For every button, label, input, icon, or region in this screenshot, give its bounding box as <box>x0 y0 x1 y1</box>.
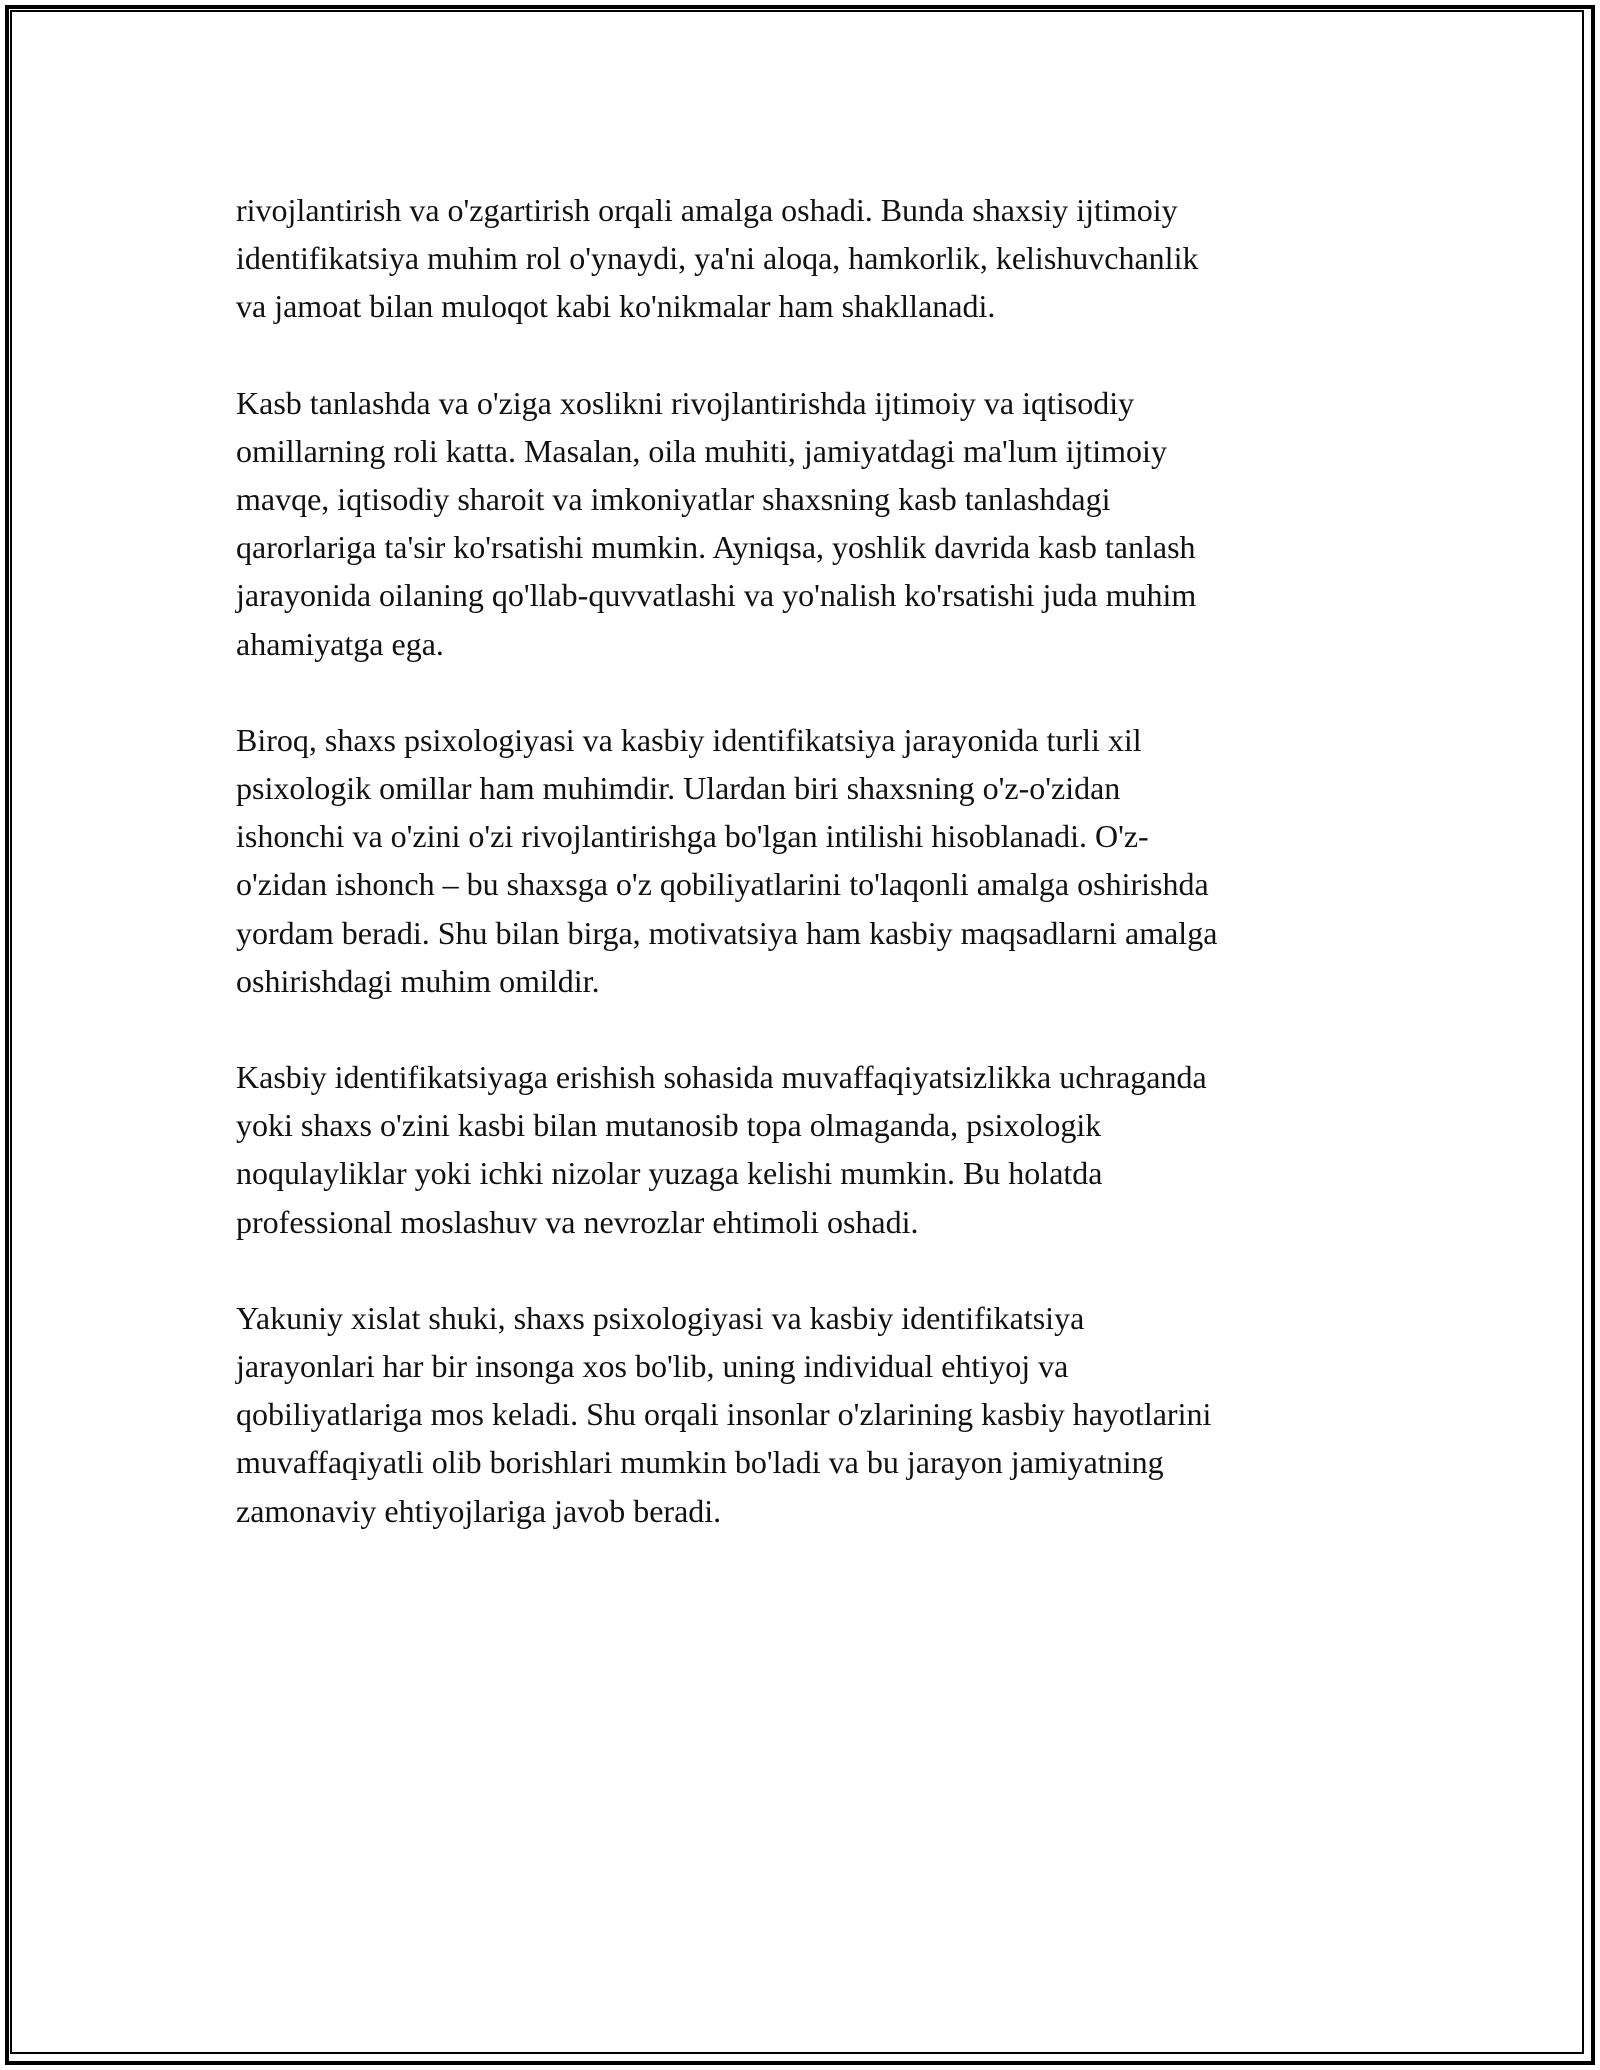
paragraph-3: Biroq, shaxs psixologiyasi va kasbiy identifikatsiya jarayonida turli xil psixologik omillar ham muhimdir. Ulardan biri shaxsning o'z-o'zidan ishonchi va o'zini o'zi rivojlantirishga bo'lgan intilishi hisoblanadi. O'z- o'zidan ishonch – bu shaxsga o'z qobiliyatlarini to'laqonli amalga oshirishda yordam beradi. Shu bilan birga, motivatsiya ham kasbiy maqsadlarni amalga oshirishdagi muhim omildir. <box>236 721 1218 999</box>
paragraph-4: Kasbiy identifikatsiyaga erishish sohasida muvaffaqiyatsizlikka uchraganda yoki shaxs o'zini kasbi bilan mutanosib topa olmaganda, psixologik noqulayliklar yoki ichki nizolar yuzaga kelishi mumkin. Bu holatda professional moslashuv va nevrozlar ehtimoli oshadi. <box>236 1059 1207 1240</box>
paragraph-1: rivojlantirish va o'zgartirish orqali amalga oshadi. Bunda shaxsiy ijtimoiy identifikatsiya muhim rol o'ynaydi, ya'ni aloqa, hamkorlik, kelishuvchanlik va jamoat bilan muloqot kabi ko'nikmalar ham shakllanadi. <box>236 192 1199 325</box>
paragraph-5: Yakuniy xislat shuki, shaxs psixologiyasi va kasbiy identifikatsiya jarayonlari har bir insonga xos bo'lib, uning individual ehtiyoj va qobiliyatlariga mos keladi. Shu orqali insonlar o'zlarining kasbiy hayotlarini muvaffaqiyatli olib borishlari mumkin bo'ladi va bu jarayon jamiyatning zamonaviy ehtiyojlariga javob beradi. <box>236 1299 1212 1529</box>
paragraph-2: Kasb tanlashda va o'ziga xoslikni rivojlantirishda ijtimoiy va iqtisodiy omillarning roli katta. Masalan, oila muhiti, jamiyatdagi ma'lum ijtimoiy mavqe, iqtisodiy sharoit va imkoniyatlar shaxsning kasb tanlashdagi qarorlariga ta'sir ko'rsatishi mumkin. Ayniqsa, yoshlik davrida kasb tanlash jarayonida oilaning qo'llab-quvvatlashi va yo'nalish ko'rsatishi juda muhim ahamiyatga ega. <box>236 384 1197 662</box>
document-body <box>236 186 1366 1583</box>
